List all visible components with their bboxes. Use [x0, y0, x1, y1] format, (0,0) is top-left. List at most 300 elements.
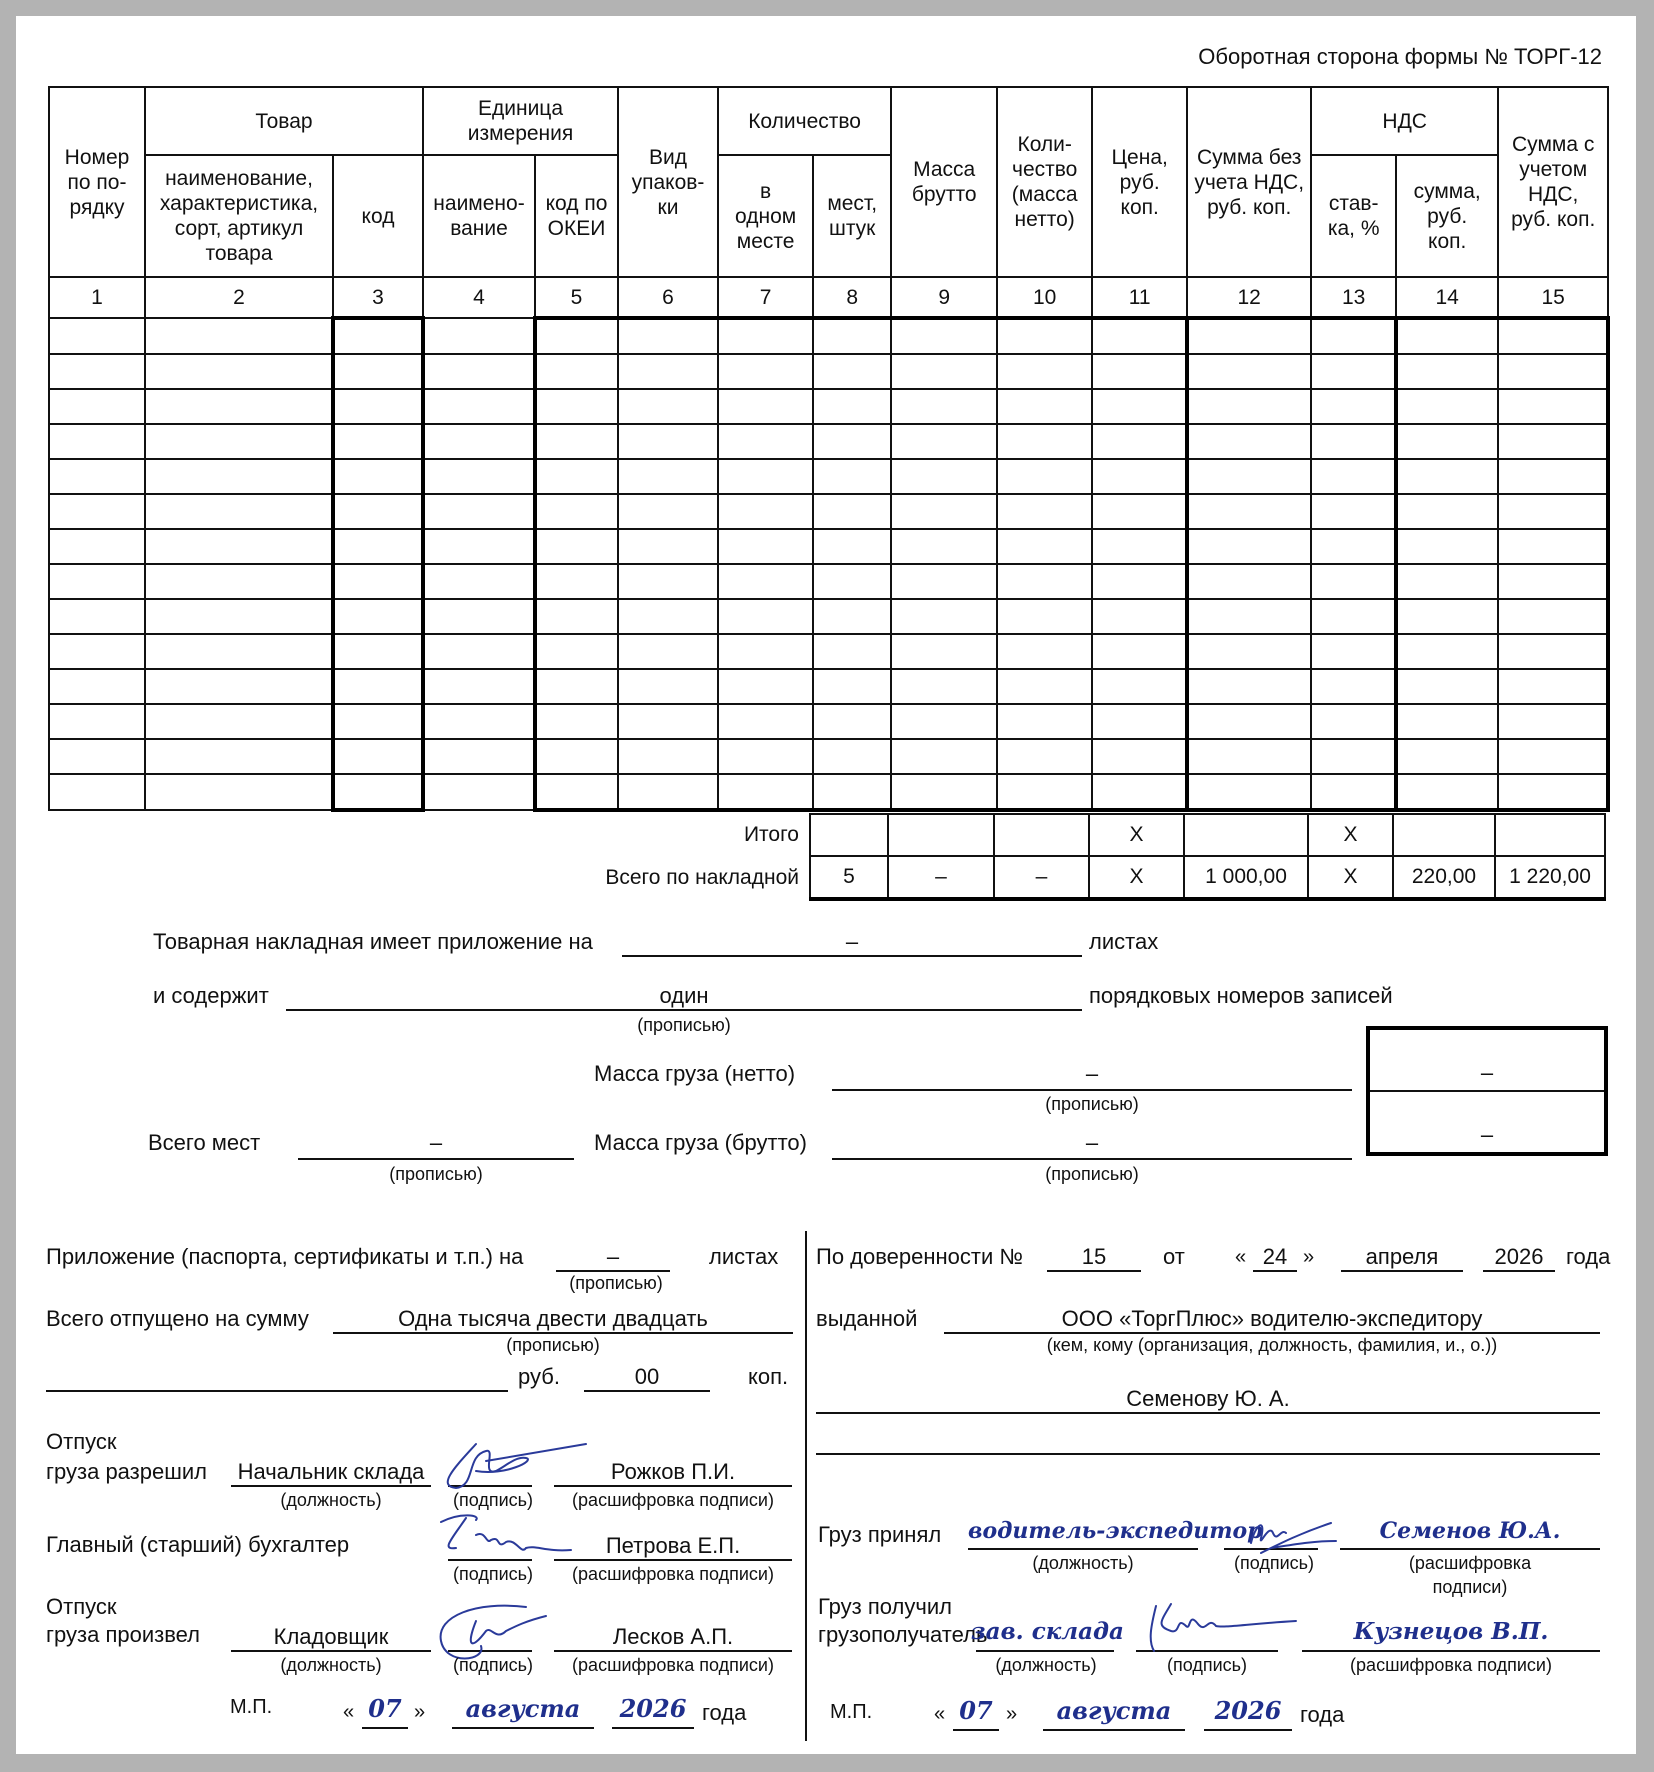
table-cell[interactable]	[535, 529, 618, 564]
table-cell[interactable]	[718, 318, 813, 354]
attachments-suffix: листах	[1089, 929, 1159, 954]
table-cell[interactable]	[333, 318, 423, 354]
performed-position[interactable]: Кладовщик	[273, 1624, 389, 1649]
left-month[interactable]: августа	[465, 1694, 581, 1723]
goods-table	[48, 86, 1610, 812]
table-cell[interactable]	[333, 599, 423, 634]
table-cell[interactable]	[891, 634, 997, 669]
table-cell[interactable]	[1396, 704, 1498, 739]
mass-box	[1366, 1026, 1608, 1156]
table-cell[interactable]	[145, 739, 333, 774]
table-cell[interactable]	[1498, 599, 1608, 634]
table-cell[interactable]	[1311, 318, 1396, 354]
table-cell[interactable]	[535, 704, 618, 739]
table-cell[interactable]	[1498, 424, 1608, 459]
table-cell[interactable]	[145, 494, 333, 529]
table-cell[interactable]	[997, 564, 1092, 599]
allowed-name[interactable]: Рожков П.И.	[610, 1459, 736, 1484]
table-cell[interactable]	[618, 634, 718, 669]
table-cell[interactable]	[618, 354, 718, 389]
table-cell[interactable]	[1187, 669, 1311, 704]
table-cell[interactable]	[1396, 774, 1498, 810]
table-cell[interactable]	[718, 494, 813, 529]
table-cell[interactable]	[1092, 354, 1187, 389]
table-cell[interactable]	[891, 564, 997, 599]
table-cell[interactable]	[333, 529, 423, 564]
table-cell[interactable]	[49, 774, 145, 810]
left-day[interactable]: 07	[368, 1694, 402, 1723]
table-cell[interactable]	[1092, 424, 1187, 459]
proxy-year[interactable]: 2026	[1494, 1244, 1544, 1269]
table-cell[interactable]	[535, 739, 618, 774]
table-cell[interactable]	[1187, 564, 1311, 599]
table-row	[49, 599, 1608, 634]
table-cell[interactable]	[1092, 634, 1187, 669]
table-cell[interactable]	[333, 354, 423, 389]
table-cell[interactable]	[718, 669, 813, 704]
table-cell[interactable]	[333, 634, 423, 669]
table-cell[interactable]	[813, 739, 891, 774]
table-cell[interactable]	[49, 669, 145, 704]
table-cell[interactable]	[423, 494, 535, 529]
table-cell[interactable]	[145, 669, 333, 704]
accountant-name-hint: (расшифровка подписи)	[572, 1564, 774, 1584]
table-row	[49, 389, 1608, 424]
table-cell[interactable]	[49, 389, 145, 424]
table-cell[interactable]	[891, 704, 997, 739]
table-cell[interactable]	[813, 424, 891, 459]
table-cell[interactable]	[145, 424, 333, 459]
table-cell[interactable]	[718, 424, 813, 459]
right-open-quote: «	[934, 1703, 946, 1725]
table-cell[interactable]	[997, 669, 1092, 704]
contains-hint: (прописью)	[637, 1015, 731, 1035]
allowed-name-hint: (расшифровка подписи)	[572, 1490, 774, 1510]
table-body	[49, 318, 1608, 810]
table-cell[interactable]	[1396, 634, 1498, 669]
table-cell[interactable]	[1311, 389, 1396, 424]
left-year[interactable]: 2026	[619, 1694, 687, 1723]
table-cell[interactable]	[1396, 739, 1498, 774]
table-cell[interactable]	[891, 669, 997, 704]
table-cell[interactable]	[1396, 564, 1498, 599]
table-cell[interactable]	[1187, 704, 1311, 739]
table-cell[interactable]	[535, 599, 618, 634]
attachments-label: Товарная накладная имеет приложение на	[153, 929, 593, 954]
appendix-value[interactable]: –	[606, 1244, 620, 1269]
table-cell[interactable]	[49, 424, 145, 459]
table-cell[interactable]	[618, 318, 718, 354]
received-signature-hint: (подпись)	[1166, 1655, 1248, 1675]
table-cell[interactable]	[997, 739, 1092, 774]
table-cell[interactable]	[1498, 669, 1608, 704]
table-cell[interactable]	[423, 599, 535, 634]
table-cell[interactable]	[891, 774, 997, 810]
table-cell[interactable]	[1187, 634, 1311, 669]
table-cell[interactable]	[1396, 354, 1498, 389]
table-cell[interactable]	[1396, 424, 1498, 459]
col-number: 5	[535, 277, 618, 318]
table-cell[interactable]	[813, 459, 891, 494]
table-cell[interactable]	[813, 774, 891, 810]
table-cell[interactable]	[813, 564, 891, 599]
table-cell[interactable]	[1498, 529, 1608, 564]
right-year[interactable]: 2026	[1214, 1696, 1282, 1725]
table-cell[interactable]	[1187, 529, 1311, 564]
table-cell[interactable]	[423, 459, 535, 494]
itogo-cell	[810, 814, 888, 856]
table-cell[interactable]	[1092, 599, 1187, 634]
table-cell[interactable]	[145, 704, 333, 739]
table-cell[interactable]	[813, 389, 891, 424]
table-cell[interactable]	[49, 704, 145, 739]
accountant-label: Главный (старший) бухгалтер	[46, 1532, 350, 1557]
table-cell[interactable]	[618, 529, 718, 564]
table-cell[interactable]	[1092, 669, 1187, 704]
table-cell[interactable]	[813, 634, 891, 669]
table-cell[interactable]	[535, 494, 618, 529]
table-cell[interactable]	[1311, 459, 1396, 494]
table-cell[interactable]	[1396, 529, 1498, 564]
table-cell[interactable]	[891, 389, 997, 424]
mass-net-hint: (прописью)	[1045, 1094, 1139, 1114]
table-cell[interactable]	[813, 318, 891, 354]
table-cell[interactable]	[1396, 459, 1498, 494]
table-cell[interactable]	[535, 354, 618, 389]
table-cell[interactable]	[1187, 494, 1311, 529]
table-cell[interactable]	[145, 318, 333, 354]
header-sum-no-vat: Сумма без учета НДС, руб. коп.	[1187, 87, 1311, 277]
table-cell[interactable]	[333, 739, 423, 774]
table-cell[interactable]	[423, 634, 535, 669]
table-cell[interactable]	[1311, 529, 1396, 564]
table-cell[interactable]	[1311, 424, 1396, 459]
attachments-value[interactable]: –	[845, 929, 859, 954]
table-cell[interactable]	[891, 599, 997, 634]
accepted-label: Груз принял	[818, 1522, 942, 1547]
received-label-2: грузополучатель	[818, 1622, 988, 1647]
table-cell[interactable]	[1311, 354, 1396, 389]
table-cell[interactable]	[333, 424, 423, 459]
accountant-name[interactable]: Петрова Е.П.	[605, 1533, 741, 1558]
table-cell[interactable]	[333, 669, 423, 704]
table-cell[interactable]	[1396, 389, 1498, 424]
proxy-year-suffix: года	[1566, 1244, 1611, 1269]
table-cell[interactable]	[1092, 774, 1187, 810]
table-cell[interactable]	[618, 459, 718, 494]
table-cell[interactable]	[1092, 704, 1187, 739]
table-cell[interactable]	[1092, 739, 1187, 774]
mass-gross-box-value[interactable]: –	[1480, 1122, 1494, 1147]
table-cell[interactable]	[1311, 669, 1396, 704]
table-cell[interactable]	[891, 494, 997, 529]
header-unit-name: наимено- вание	[423, 155, 535, 277]
table-cell[interactable]	[618, 669, 718, 704]
table-cell[interactable]	[813, 599, 891, 634]
table-row	[49, 494, 1608, 529]
table-cell[interactable]	[1498, 459, 1608, 494]
table-cell[interactable]	[1396, 669, 1498, 704]
appendix-label: Приложение (паспорта, сертификаты и т.п.) на	[46, 1244, 524, 1269]
col-number: 8	[813, 277, 891, 318]
mass-net-box-value[interactable]: –	[1480, 1060, 1494, 1085]
header-qty-one: в одном месте	[718, 155, 813, 277]
col-number: 15	[1498, 277, 1608, 318]
table-cell[interactable]	[1498, 389, 1608, 424]
totals-table	[48, 813, 1606, 901]
table-cell[interactable]	[535, 459, 618, 494]
table-cell[interactable]	[1187, 389, 1311, 424]
table-cell[interactable]	[423, 424, 535, 459]
table-cell[interactable]	[618, 389, 718, 424]
accepted-position-hint: (должность)	[1032, 1553, 1134, 1573]
table-cell[interactable]	[49, 564, 145, 599]
table-cell[interactable]	[1498, 318, 1608, 354]
table-cell[interactable]	[535, 564, 618, 599]
table-cell[interactable]	[535, 774, 618, 810]
table-row	[49, 634, 1608, 669]
proxy-label: По доверенности №	[816, 1244, 1023, 1269]
accepted-position[interactable]: водитель-экспедитор	[968, 1518, 1263, 1544]
proxy-close-quote: »	[1303, 1246, 1315, 1268]
proxy-month[interactable]: апреля	[1365, 1244, 1439, 1269]
table-cell[interactable]	[1187, 459, 1311, 494]
table-cell[interactable]	[535, 424, 618, 459]
table-cell[interactable]	[813, 354, 891, 389]
table-cell[interactable]	[813, 494, 891, 529]
table-cell[interactable]	[618, 739, 718, 774]
table-cell[interactable]	[1187, 774, 1311, 810]
table-cell[interactable]	[718, 739, 813, 774]
table-cell[interactable]	[718, 774, 813, 810]
col-number: 7	[718, 277, 813, 318]
proxy-day[interactable]: 24	[1262, 1244, 1288, 1269]
received-name[interactable]: Кузнецов В.П.	[1353, 1618, 1549, 1645]
issued-value-2[interactable]: Семенову Ю. А.	[1126, 1386, 1290, 1411]
table-cell[interactable]	[333, 564, 423, 599]
vsego-cell: X	[1308, 856, 1393, 899]
contains-suffix: порядковых номеров записей	[1089, 983, 1393, 1008]
table-cell[interactable]	[718, 389, 813, 424]
kop-value[interactable]: 00	[634, 1364, 660, 1389]
table-cell[interactable]	[997, 354, 1092, 389]
table-cell[interactable]	[333, 389, 423, 424]
table-cell[interactable]	[718, 564, 813, 599]
table-cell[interactable]	[1311, 634, 1396, 669]
header-unit: Единица измерения	[423, 87, 618, 155]
table-cell[interactable]	[49, 354, 145, 389]
table-cell[interactable]	[49, 318, 145, 354]
vsego-cell: 1 000,00	[1184, 856, 1308, 899]
table-cell[interactable]	[891, 459, 997, 494]
table-cell[interactable]	[618, 494, 718, 529]
table-cell[interactable]	[618, 564, 718, 599]
table-cell[interactable]	[1498, 704, 1608, 739]
table-cell[interactable]	[333, 494, 423, 529]
proxy-number[interactable]: 15	[1081, 1244, 1107, 1269]
table-cell[interactable]	[423, 529, 535, 564]
places-value[interactable]: –	[429, 1130, 443, 1155]
vsego-label: Всего по накладной	[605, 865, 799, 889]
allowed-signature-hint: (подпись)	[452, 1490, 534, 1510]
table-cell[interactable]	[718, 354, 813, 389]
table-cell[interactable]	[1092, 494, 1187, 529]
table-cell[interactable]	[718, 459, 813, 494]
table-row	[49, 564, 1608, 599]
table-cell[interactable]	[145, 389, 333, 424]
table-cell[interactable]	[1498, 354, 1608, 389]
itogo-cell: X	[1089, 814, 1184, 856]
table-cell[interactable]	[423, 354, 535, 389]
table-cell[interactable]	[333, 774, 423, 810]
table-cell[interactable]	[49, 494, 145, 529]
table-cell[interactable]	[813, 669, 891, 704]
itogo-cell	[1184, 814, 1308, 856]
table-cell[interactable]	[535, 669, 618, 704]
table-cell[interactable]	[145, 634, 333, 669]
table-cell[interactable]	[997, 634, 1092, 669]
table-cell[interactable]	[333, 459, 423, 494]
mass-net-value[interactable]: –	[1085, 1061, 1099, 1086]
allowed-position[interactable]: Начальник склада	[237, 1459, 425, 1484]
table-cell[interactable]	[618, 599, 718, 634]
table-cell[interactable]	[535, 318, 618, 354]
right-month[interactable]: августа	[1056, 1696, 1172, 1725]
col-number: 12	[1187, 277, 1311, 318]
table-cell[interactable]	[49, 739, 145, 774]
table-cell[interactable]	[1187, 318, 1311, 354]
table-cell[interactable]	[145, 774, 333, 810]
table-cell[interactable]	[1498, 774, 1608, 810]
table-cell[interactable]	[813, 704, 891, 739]
table-cell[interactable]	[1187, 739, 1311, 774]
proxy-open-quote: «	[1235, 1246, 1247, 1268]
table-cell[interactable]	[718, 529, 813, 564]
received-position[interactable]: зав. склада	[971, 1618, 1124, 1645]
table-cell[interactable]	[423, 318, 535, 354]
table-cell[interactable]	[997, 704, 1092, 739]
table-cell[interactable]	[618, 704, 718, 739]
table-row	[49, 529, 1608, 564]
header-price: Цена, руб. коп.	[1092, 87, 1187, 277]
table-cell[interactable]	[891, 424, 997, 459]
table-cell[interactable]	[891, 739, 997, 774]
right-day[interactable]: 07	[959, 1696, 993, 1725]
table-cell[interactable]	[1498, 634, 1608, 669]
table-cell[interactable]	[1498, 739, 1608, 774]
table-cell[interactable]	[1187, 424, 1311, 459]
itogo-cell	[888, 814, 994, 856]
table-cell[interactable]	[423, 669, 535, 704]
table-cell[interactable]	[145, 599, 333, 634]
table-cell[interactable]	[1092, 564, 1187, 599]
table-cell[interactable]	[535, 634, 618, 669]
table-cell[interactable]	[718, 599, 813, 634]
table-cell[interactable]	[997, 774, 1092, 810]
table-row	[49, 669, 1608, 704]
table-cell[interactable]	[145, 354, 333, 389]
table-cell[interactable]	[1396, 599, 1498, 634]
table-cell[interactable]	[423, 564, 535, 599]
table-cell[interactable]	[1498, 494, 1608, 529]
table-cell[interactable]	[618, 424, 718, 459]
table-cell[interactable]	[997, 318, 1092, 354]
table-cell[interactable]	[997, 599, 1092, 634]
table-cell[interactable]	[49, 599, 145, 634]
col-number: 6	[618, 277, 718, 318]
received-name-hint: (расшифровка подписи)	[1350, 1655, 1552, 1675]
header-vat-sum: сумма, руб. коп.	[1396, 155, 1498, 277]
table-cell[interactable]	[423, 739, 535, 774]
table-cell[interactable]	[535, 389, 618, 424]
table-cell[interactable]	[891, 318, 997, 354]
allowed-position-hint: (должность)	[280, 1490, 382, 1510]
table-cell[interactable]	[891, 354, 997, 389]
table-cell[interactable]	[997, 494, 1092, 529]
table-cell[interactable]	[1498, 564, 1608, 599]
table-cell[interactable]	[1311, 774, 1396, 810]
mass-gross-value[interactable]: –	[1085, 1130, 1099, 1155]
table-cell[interactable]	[997, 389, 1092, 424]
table-cell[interactable]	[1092, 459, 1187, 494]
table-cell[interactable]	[1396, 494, 1498, 529]
table-cell[interactable]	[1311, 599, 1396, 634]
table-cell[interactable]	[145, 529, 333, 564]
table-cell[interactable]	[1092, 318, 1187, 354]
table-cell[interactable]	[1311, 494, 1396, 529]
accepted-name[interactable]: Семенов Ю.А.	[1379, 1518, 1561, 1544]
header-goods-name: наименование, характеристика, сорт, артикул товара	[145, 155, 333, 277]
col-number: 3	[333, 277, 423, 318]
col-number: 9	[891, 277, 997, 318]
table-cell[interactable]	[997, 424, 1092, 459]
table-cell[interactable]	[1092, 529, 1187, 564]
table-cell[interactable]	[423, 704, 535, 739]
table-cell[interactable]	[891, 529, 997, 564]
table-cell[interactable]	[1187, 354, 1311, 389]
table-cell[interactable]	[423, 389, 535, 424]
issued-value[interactable]: ООО «ТоргПлюс» водителю-экспедитору	[1061, 1306, 1483, 1331]
table-cell[interactable]	[1311, 739, 1396, 774]
table-cell[interactable]	[813, 529, 891, 564]
table-cell[interactable]	[618, 774, 718, 810]
left-year-suffix: года	[702, 1700, 747, 1725]
table-cell[interactable]	[145, 564, 333, 599]
table-cell[interactable]	[718, 704, 813, 739]
table-cell[interactable]	[1311, 704, 1396, 739]
released-sum-value[interactable]: Одна тысяча двести двадцать	[398, 1306, 708, 1331]
table-cell[interactable]	[997, 459, 1092, 494]
table-cell[interactable]	[423, 774, 535, 810]
table-cell[interactable]	[49, 634, 145, 669]
table-cell[interactable]	[1092, 389, 1187, 424]
table-cell[interactable]	[49, 459, 145, 494]
table-cell[interactable]	[49, 529, 145, 564]
table-cell[interactable]	[997, 529, 1092, 564]
header-number: Номер по по- рядку	[49, 87, 145, 277]
table-cell[interactable]	[1187, 599, 1311, 634]
table-cell[interactable]	[1311, 564, 1396, 599]
performed-name[interactable]: Лесков А.П.	[612, 1624, 734, 1649]
table-cell[interactable]	[1396, 318, 1498, 354]
table-cell[interactable]	[333, 704, 423, 739]
contains-value[interactable]: один	[659, 983, 709, 1008]
table-cell[interactable]	[145, 459, 333, 494]
form-title: Оборотная сторона формы № ТОРГ-12	[1198, 44, 1602, 69]
rub-label: руб.	[518, 1364, 560, 1389]
header-unit-okei: код по ОКЕИ	[535, 155, 618, 277]
table-cell[interactable]	[718, 634, 813, 669]
